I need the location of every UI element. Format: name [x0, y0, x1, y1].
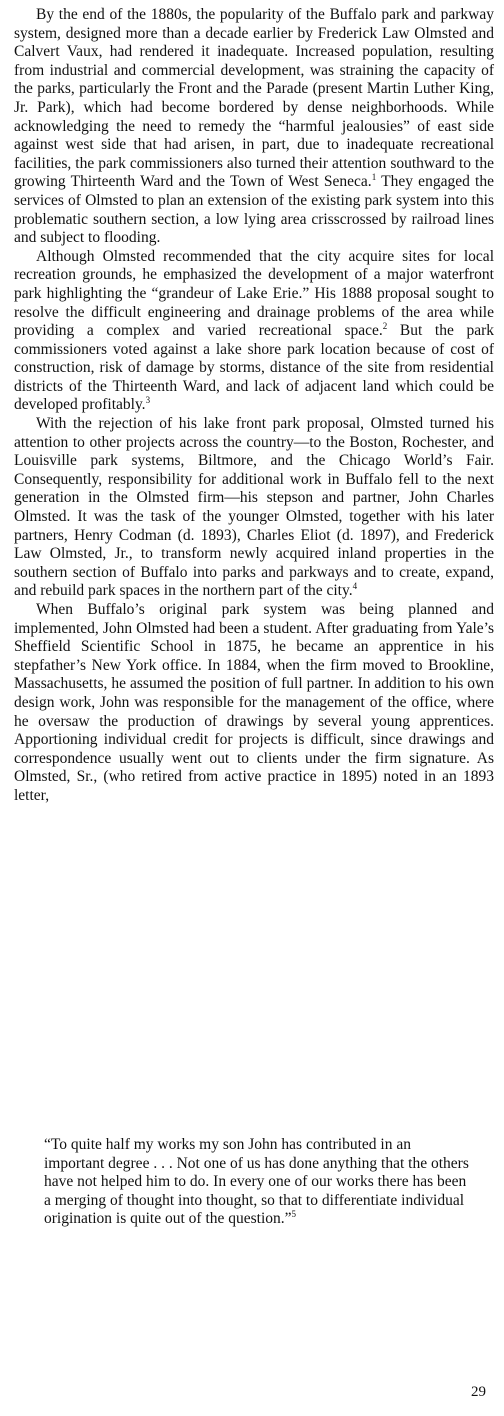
block-quote-text	[44, 1136, 474, 1229]
paragraph-3-text: With the rejection of his lake front park proposal, Olmsted turned his attention to other projects across the country—to the Boston, Rochester, and Louisville park systems, Biltmore, and the Chicago World’s Fair. Consequently, responsibility for additional work in Buffalo fell to the next generation in the Olmsted firm—his stepson and partner, John Charles Olmsted. It was the task of the younger Olmsted, together with his later partners, Henry Codman (d. 1893), Charles Eliot (d. 1897), and Frederick Law Olmsted, Jr., to transform newly acquired inland properties in the southern section of Buffalo into parks and parkways and to create, expand, and rebuild park spaces in the northern part of the city.	[14, 415, 494, 600]
footnote-ref-4: 4	[352, 581, 358, 592]
footnote-ref-2: 2	[382, 320, 388, 331]
footnote-ref-1: 1	[371, 172, 377, 183]
paragraph-2-text-b: But the park commissioners voted against a lake shore park location because of cost of construction, risk of damage by storms, distance of the site from residential districts of the Thirteenth Ward, and lack of adjacent land which could be developed profitably.	[14, 322, 495, 414]
paragraph-2	[14, 248, 494, 415]
paragraph-1	[14, 6, 494, 248]
block-quote	[44, 1136, 474, 1229]
paragraph-2-text-a: Although Olmsted recommended that the city acquire sites for local recreation grounds, he emphasized the development of a major waterfront park highlighting the “grandeur of Lake Erie.” His 1888 proposal sought to resolve the difficult engineering and drainage problems of the area while providing a complex and varied recreational space.	[14, 247, 494, 340]
footnote-ref-3: 3	[145, 395, 151, 406]
footnote-ref-5: 5	[291, 1209, 297, 1220]
paragraph-4-text: When Buffalo’s original park system was being planned and implemented, John Olmsted had been a student. After graduating from Yale’s Sheffield Scientific School in 1875, he became an apprentice in his stepfather’s New York office. In 1884, when the firm moved to Brookline, Massachusetts, he assumed the position of full partner. In addition to his own design work, John was responsible for the management of the office, where he oversaw the production of drawings by several young apprentices. Apportioning individual credit for projects is difficult, since drawings and correspondence usually went out to clients under the firm signature. As Olmsted, Sr., (who retired from active practice in 1895) noted in an 1893 letter,	[14, 601, 494, 804]
paragraph-4	[14, 601, 494, 806]
page-number: 29	[471, 1384, 486, 1400]
body-text	[14, 6, 494, 806]
paragraph-3	[14, 415, 494, 601]
paragraph-1-text-a: By the end of the 1880s, the popularity of the Buffalo park and parkway system, designed more than a decade earlier by Frederick Law Olmsted and Calvert Vaux, had rendered it inadequate. Increased population, resulting from industrial and commercial development, was straining the capacity of the parks, particularly the Front and the Parade (present Martin Luther King, Jr. Park), which had become bordered by dense neighborhoods. While acknowledging the need to remedy the “harmful jealousies” of east side against west side that had arisen, in part, due to inadequate recreational facilities, the park commissioners also turned their attention southward to the growing Thirteenth Ward and the Town of West Seneca.	[14, 6, 494, 191]
paragraph-1-text-b: They engaged the services of Olmsted to plan an extension of the existing park system into this problematic southern section, a low lying area crisscrossed by railroad lines and subject to flooding.	[14, 173, 494, 247]
quote-text: “To quite half my works my son John has contributed in an important degree . . . Not one of us has done anything that the others have not helped him to do. In every one of our works there has been a merging of thought into thought, so that to differentiate individual origination is quite out of the question.”	[44, 1136, 469, 1228]
